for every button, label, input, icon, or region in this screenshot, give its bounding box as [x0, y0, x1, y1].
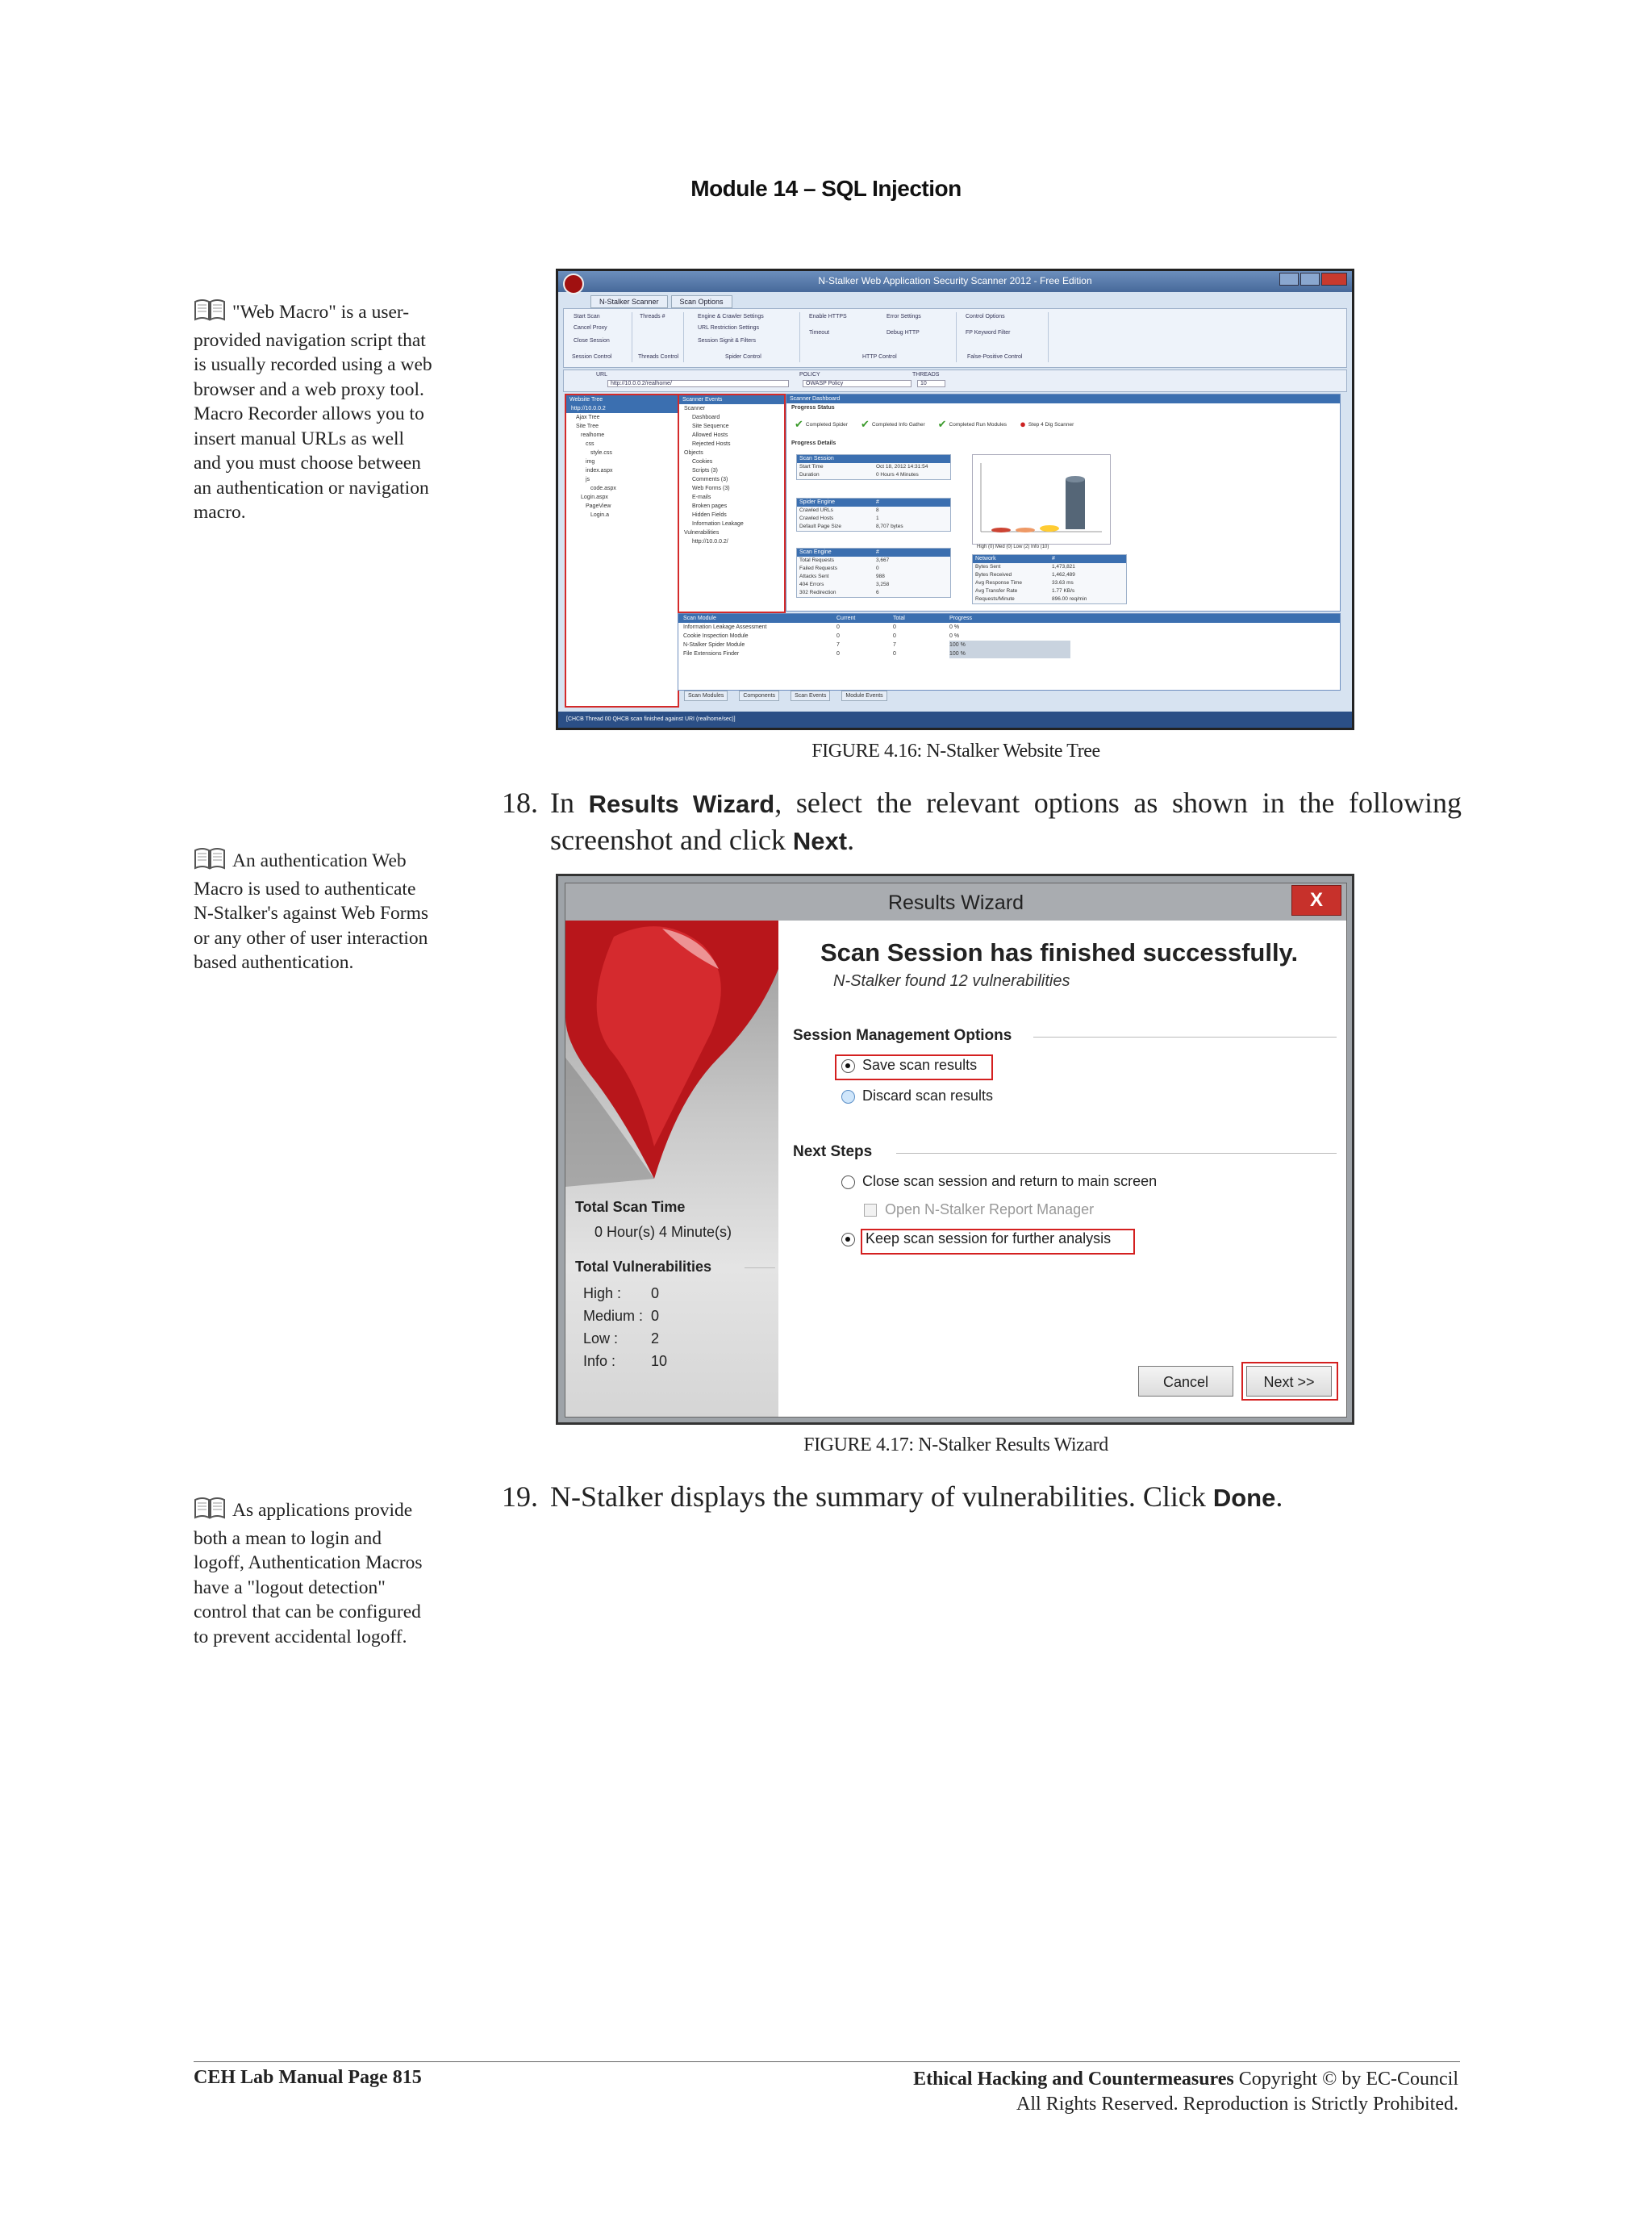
website-tree-title: Website Tree — [566, 395, 678, 404]
event-item: Scanner — [684, 406, 706, 411]
keep-session-label: Keep scan session for further analysis — [866, 1230, 1112, 1246]
ribbon-control-options: Control Options — [966, 314, 1005, 319]
book-icon — [194, 1497, 226, 1526]
stalker-icon: ● — [1020, 418, 1026, 430]
session-options-title: Session Management Options — [793, 1027, 1012, 1044]
close-icon — [1321, 273, 1347, 286]
close-button[interactable]: X — [1291, 885, 1341, 916]
table-cell: 0 — [836, 633, 840, 639]
url-field: http://10.0.0.2/realhome/ — [607, 380, 789, 387]
progress-stages — [795, 415, 1087, 431]
table-cell: 100 % — [949, 649, 1070, 658]
table-header — [678, 614, 1340, 623]
table-row — [797, 515, 950, 523]
table-cell: 0 — [893, 651, 896, 657]
progress-stage-label: Step 4 Dig Scanner — [1028, 422, 1074, 428]
check-icon: ✔ — [937, 418, 947, 430]
table-header — [797, 455, 950, 463]
nstalker-logo-graphic — [565, 921, 778, 1187]
step-18 — [502, 785, 1462, 859]
ribbon-tabs — [590, 295, 736, 308]
scanner-dashboard-panel — [786, 394, 1341, 612]
event-item: Scripts (3) — [692, 468, 718, 474]
event-item: Vulnerabilities — [684, 530, 720, 536]
wizard-subline: N-Stalker found 12 vulnerabilities — [833, 972, 1070, 990]
event-item: Comments (3) — [692, 477, 728, 482]
footer-rights: All Rights Reserved. Reproduction is Strictly Prohibited. — [1016, 2094, 1458, 2115]
module-title: Module 14 – SQL Injection — [690, 176, 962, 201]
side-note-web-macro — [194, 299, 436, 525]
step-text-pre: N-Stalker displays the summary of vulnerabilities. Click — [550, 1480, 1213, 1513]
vuln-title-divider — [745, 1267, 775, 1268]
tree-item: http://10.0.0.2 — [566, 404, 678, 413]
progress-stage-label: Completed Info Gather — [871, 422, 925, 428]
step-bold-results-wizard: Results Wizard — [588, 790, 775, 818]
step-bold-done: Done — [1212, 1484, 1276, 1512]
table-header — [973, 555, 1126, 563]
step-text — [550, 1479, 1462, 1516]
close-session-radio[interactable] — [841, 1175, 855, 1189]
scanner-events-panel — [678, 394, 786, 613]
table-row — [797, 557, 950, 565]
progress-stage-label: Completed Spider — [805, 422, 848, 428]
chart-bar-info-top — [1066, 476, 1085, 482]
footer-copyright — [913, 2067, 1458, 2117]
table-cell: File Extensions Finder — [683, 651, 740, 657]
ribbon-group-label: Spider Control — [725, 354, 761, 360]
ribbon-group-label: False-Positive Control — [967, 354, 1023, 360]
table-cell: Avg Response Time — [975, 580, 1023, 586]
bottom-tab: Scan Events — [791, 691, 830, 701]
nstalker-main-window-screenshot — [556, 269, 1354, 730]
wizard-side-panel — [565, 921, 778, 1417]
threads-field: 10 — [917, 380, 945, 387]
vulnerability-label: Low : — [583, 1330, 619, 1347]
table-cell: 0 Hours 4 Minutes — [876, 472, 919, 478]
step-19 — [502, 1479, 1462, 1516]
tree-item: Login.aspx — [581, 495, 608, 500]
table-row — [797, 471, 950, 479]
table-cell: 1,462,489 — [1052, 572, 1075, 578]
table-cell: Start Time — [799, 464, 824, 470]
discard-scan-results-label: Discard scan results — [862, 1088, 994, 1104]
session-options-divider — [1033, 1037, 1337, 1038]
ribbon-url-restriction: URL Restriction Settings — [698, 325, 759, 331]
vulnerability-count: 0 — [651, 1308, 660, 1324]
table-cell: Cookie Inspection Module — [683, 633, 749, 639]
open-report-manager-checkbox[interactable] — [864, 1204, 877, 1217]
table-cell: 0 — [893, 624, 896, 630]
table-row — [973, 579, 1126, 587]
vulnerability-count: 0 — [651, 1285, 660, 1301]
dialog-titlebar — [565, 883, 1346, 921]
progress-stage — [938, 418, 1007, 431]
event-item: Hidden Fields — [692, 512, 727, 518]
close-session-label: Close scan session and return to main screen — [862, 1173, 1158, 1189]
ribbon-threads: Threads # — [640, 314, 665, 319]
tab-scan-options: Scan Options — [671, 295, 732, 308]
maximize-icon — [1300, 273, 1320, 286]
table-row — [973, 563, 1126, 571]
event-item: Information Leakage — [692, 521, 744, 527]
side-note-logout — [194, 1497, 436, 1649]
ribbon — [563, 308, 1347, 368]
vulnerability-label: High : — [583, 1285, 622, 1301]
step-number: 18. — [502, 787, 538, 819]
progress-stage — [795, 418, 848, 431]
chart-legend: High (0) Med (0) Low (2) Info (10) — [977, 545, 1049, 549]
table-cell: Network — [975, 556, 996, 562]
check-icon: ✔ — [860, 418, 870, 430]
ribbon-engine-settings: Engine & Crawler Settings — [698, 314, 764, 319]
table-cell: Default Page Size — [799, 524, 842, 529]
step-text-mid: , select the relevant options as shown in the following screenshot and click — [550, 787, 1462, 856]
spider-engine-table — [796, 498, 951, 532]
tree-item: style.css — [590, 450, 612, 456]
table-cell: Duration — [799, 472, 820, 478]
step-text-post: . — [847, 824, 855, 856]
step-bold-next: Next — [792, 827, 848, 855]
ribbon-close-session: Close Session — [574, 338, 610, 344]
table-cell: 302 Redirection — [799, 590, 836, 595]
table-row — [678, 649, 1340, 658]
book-icon — [194, 847, 226, 877]
table-header — [797, 499, 950, 507]
table-header — [797, 549, 950, 557]
footer-copyright-text: Copyright © by EC-Council — [1233, 2069, 1458, 2090]
window-title: N-Stalker Web Application Security Scanner 2012 - Free Edition — [818, 275, 1092, 286]
table-row — [973, 571, 1126, 579]
table-cell: 8 — [876, 507, 879, 513]
table-cell: 0 — [893, 633, 896, 639]
open-report-manager-label: Open N-Stalker Report Manager — [885, 1201, 1095, 1217]
chart-bar-medium — [1016, 528, 1035, 532]
policy-label: POLICY — [799, 372, 820, 378]
next-steps-title: Next Steps — [793, 1143, 873, 1160]
nstalker-logo — [563, 273, 584, 294]
status-bar: [CHCB Thread 00 QHCB scan finished against URI (realhome/sec)] — [558, 712, 1352, 728]
bottom-tab: Components — [739, 691, 779, 701]
scan-engine-table — [796, 548, 951, 598]
tree-item: PageView — [586, 503, 611, 509]
table-cell: # — [1052, 556, 1055, 562]
table-row — [678, 623, 1340, 632]
total-scan-time-value: 0 Hour(s) 4 Minute(s) — [594, 1224, 732, 1240]
event-item: Rejected Hosts — [692, 441, 731, 447]
table-cell: Scan Engine — [799, 549, 832, 555]
footer-page-label: CEH Lab Manual Page 815 — [194, 2067, 422, 2088]
table-cell: Total Requests — [799, 557, 834, 563]
step-text-pre: In — [550, 787, 589, 819]
vulnerability-label: Medium : — [583, 1308, 644, 1324]
table-cell: 1.77 KB/s — [1052, 588, 1075, 594]
bottom-tab: Module Events — [841, 691, 886, 701]
network-table — [972, 554, 1127, 604]
event-item: Cookies — [692, 459, 713, 465]
table-cell: 0 % — [949, 633, 960, 639]
ribbon-start-scan: Start Scan — [574, 314, 600, 319]
tree-item: code.aspx — [590, 486, 616, 491]
table-cell: Progress — [949, 616, 973, 621]
vulnerability-chart-svg — [973, 455, 1110, 544]
ribbon-error-settings: Error Settings — [886, 314, 921, 319]
progress-details-label: Progress Details — [791, 441, 836, 446]
event-item: Dashboard — [692, 415, 720, 420]
event-item: Allowed Hosts — [692, 432, 728, 438]
footer-book-title: Ethical Hacking and Countermeasures — [913, 2069, 1234, 2090]
table-cell: Bytes Sent — [975, 564, 1001, 570]
table-cell: 0 % — [949, 624, 960, 630]
cancel-button[interactable]: Cancel — [1138, 1366, 1233, 1397]
table-cell: # — [876, 549, 879, 555]
table-cell: Crawled URLs — [799, 507, 833, 513]
tree-item: Ajax Tree — [576, 415, 600, 420]
table-cell: 0 — [836, 651, 840, 657]
tree-item: img — [586, 459, 595, 465]
bottom-tabs — [679, 691, 899, 701]
tree-item: Site Tree — [576, 424, 599, 429]
progress-stage-label: Completed Run Modules — [949, 422, 1007, 428]
figure-4-17-caption: FIGURE 4.17: N-Stalker Results Wizard — [803, 1434, 1108, 1455]
bottom-tab: Scan Modules — [684, 691, 728, 701]
ribbon-fp-filter: FP Keyword Filter — [966, 330, 1011, 336]
table-cell: 404 Errors — [799, 582, 824, 587]
table-cell: 100 % — [949, 641, 1070, 649]
table-row — [973, 595, 1126, 603]
tree-item: realhome — [581, 432, 605, 438]
tree-item: Login.a — [590, 512, 609, 518]
table-cell: 33.63 ms — [1052, 580, 1074, 586]
chart-bar-low — [1040, 525, 1059, 532]
check-icon: ✔ — [795, 418, 803, 430]
table-cell: N-Stalker Spider Module — [683, 642, 745, 648]
event-item: Objects — [684, 450, 703, 456]
table-row — [797, 565, 950, 573]
table-row — [797, 523, 950, 531]
event-item: http://10.0.0.2/ — [692, 539, 728, 545]
table-cell: Total — [893, 616, 905, 621]
table-cell: Avg Transfer Rate — [975, 588, 1018, 594]
dialog-title: Results Wizard — [887, 891, 1024, 914]
event-item: E-mails — [692, 495, 711, 500]
progress-stage — [861, 418, 925, 431]
step-number: 19. — [502, 1480, 538, 1513]
event-item: Broken pages — [692, 503, 728, 509]
tree-item: js — [586, 477, 590, 482]
table-row — [797, 573, 950, 581]
table-cell: 6 — [876, 590, 879, 595]
side-note-text: "Web Macro" is a user-provided navigation script that is usually recorded using a web browser and a web proxy tool. Macro Recorder allows you to insert manual URLs as well and you must choose between an authentication or navigation macro. — [194, 302, 432, 523]
window-controls — [1278, 273, 1347, 290]
ribbon-debug-http: Debug HTTP — [886, 330, 920, 336]
wizard-headline: Scan Session has finished successfully. — [820, 938, 1299, 967]
table-cell: Attacks Sent — [799, 574, 829, 579]
table-cell: 1,473,821 — [1052, 564, 1075, 570]
table-row — [797, 581, 950, 589]
ribbon-session-filters: Session Signit & Filters — [698, 338, 756, 344]
ribbon-enable-https: Enable HTTPS — [809, 314, 847, 319]
table-cell: Crawled Hosts — [799, 516, 834, 521]
table-cell: 3,258 — [876, 582, 890, 587]
event-item: Site Sequence — [692, 424, 729, 429]
table-cell: 988 — [876, 574, 885, 579]
step-text-post: . — [1275, 1480, 1283, 1513]
dashboard-title: Scanner Dashboard — [786, 395, 1340, 403]
discard-scan-results-radio[interactable] — [841, 1090, 855, 1104]
event-item: Web Forms (3) — [692, 486, 730, 491]
vulnerability-count: 2 — [651, 1330, 660, 1347]
book-icon — [194, 299, 226, 328]
table-row — [973, 587, 1126, 595]
wizard-header — [778, 921, 1346, 1017]
table-cell: Scan Session — [799, 456, 834, 461]
ribbon-cancel-proxy: Cancel Proxy — [574, 325, 607, 331]
table-cell: 896.00 req/min — [1052, 596, 1087, 602]
table-cell: 8,707 bytes — [876, 524, 903, 529]
minimize-icon — [1279, 273, 1299, 286]
chart-bar-info — [1066, 479, 1085, 529]
save-scan-results-label: Save scan results — [862, 1057, 978, 1073]
scan-session-table — [796, 454, 951, 480]
website-tree-list — [566, 404, 678, 520]
next-button[interactable]: Next >> — [1246, 1366, 1332, 1397]
table-cell: 3,667 — [876, 557, 890, 563]
progress-stage — [1020, 418, 1074, 430]
vulnerability-count: 10 — [651, 1353, 668, 1369]
ribbon-group-label: HTTP Control — [862, 354, 897, 360]
chart-bar-high — [991, 528, 1011, 532]
table-cell: Bytes Received — [975, 572, 1012, 578]
table-row — [678, 632, 1340, 641]
website-tree-panel — [565, 394, 679, 708]
table-row — [797, 507, 950, 515]
url-label: URL — [596, 372, 608, 378]
total-scan-time-title: Total Scan Time — [575, 1199, 686, 1215]
keep-session-radio[interactable] — [841, 1233, 855, 1246]
side-note-authentication — [194, 847, 436, 975]
ribbon-group-label: Threads Control — [638, 354, 679, 360]
url-bar — [563, 370, 1347, 392]
total-vulnerabilities-title: Total Vulnerabilities — [575, 1259, 712, 1275]
table-cell: Current — [836, 616, 856, 621]
table-cell: Requests/Minute — [975, 596, 1015, 602]
results-wizard-screenshot — [556, 874, 1354, 1425]
table-cell: Failed Requests — [799, 566, 837, 571]
tree-item: css — [586, 441, 594, 447]
vulnerability-label: Info : — [583, 1353, 616, 1369]
table-cell: Scan Module — [683, 616, 716, 621]
window-titlebar — [558, 271, 1352, 292]
figure-4-16-caption: FIGURE 4.16: N-Stalker Website Tree — [811, 741, 1100, 762]
table-cell: 7 — [836, 642, 840, 648]
table-cell: # — [876, 499, 879, 505]
table-cell: 7 — [893, 642, 896, 648]
table-row — [678, 641, 1340, 649]
policy-field: OWASP Policy — [803, 380, 912, 387]
ribbon-group-label: Session Control — [572, 354, 612, 360]
table-cell: 0 — [876, 566, 879, 571]
side-note-text: An authentication Web Macro is used to authenticate N-Stalker's against Web Forms or any other of user interaction based authentication. — [194, 850, 429, 973]
table-cell: Information Leakage Assessment — [683, 624, 767, 630]
footer-divider — [194, 2061, 1460, 2062]
tree-item: index.aspx — [586, 468, 613, 474]
scan-modules-table — [678, 614, 1340, 658]
table-cell: Oct 18, 2012 14:31:54 — [876, 464, 928, 470]
results-wizard-dialog — [565, 883, 1347, 1418]
tab-nstalker-scanner: N-Stalker Scanner — [590, 295, 668, 308]
step-text — [550, 785, 1462, 859]
scan-modules-panel — [678, 613, 1341, 691]
vulnerability-chart — [972, 454, 1111, 545]
save-scan-results-radio[interactable] — [841, 1059, 855, 1073]
ribbon-timeout: Timeout — [809, 330, 830, 336]
next-steps-divider — [896, 1153, 1337, 1154]
progress-status-label: Progress Status — [791, 405, 835, 411]
table-cell: Spider Engine — [799, 499, 835, 505]
table-row — [797, 589, 950, 597]
table-row — [797, 463, 950, 471]
table-cell: 0 — [836, 624, 840, 630]
side-note-text: As applications provide both a mean to login and logoff, Authentication Macros have a "logout detection" control that can be configured to prevent accidental logoff. — [194, 1500, 423, 1647]
scanner-events-list — [679, 404, 784, 546]
table-cell: 1 — [876, 516, 879, 521]
threads-label: THREADS — [912, 372, 940, 378]
scanner-events-title: Scanner Events — [679, 395, 784, 404]
